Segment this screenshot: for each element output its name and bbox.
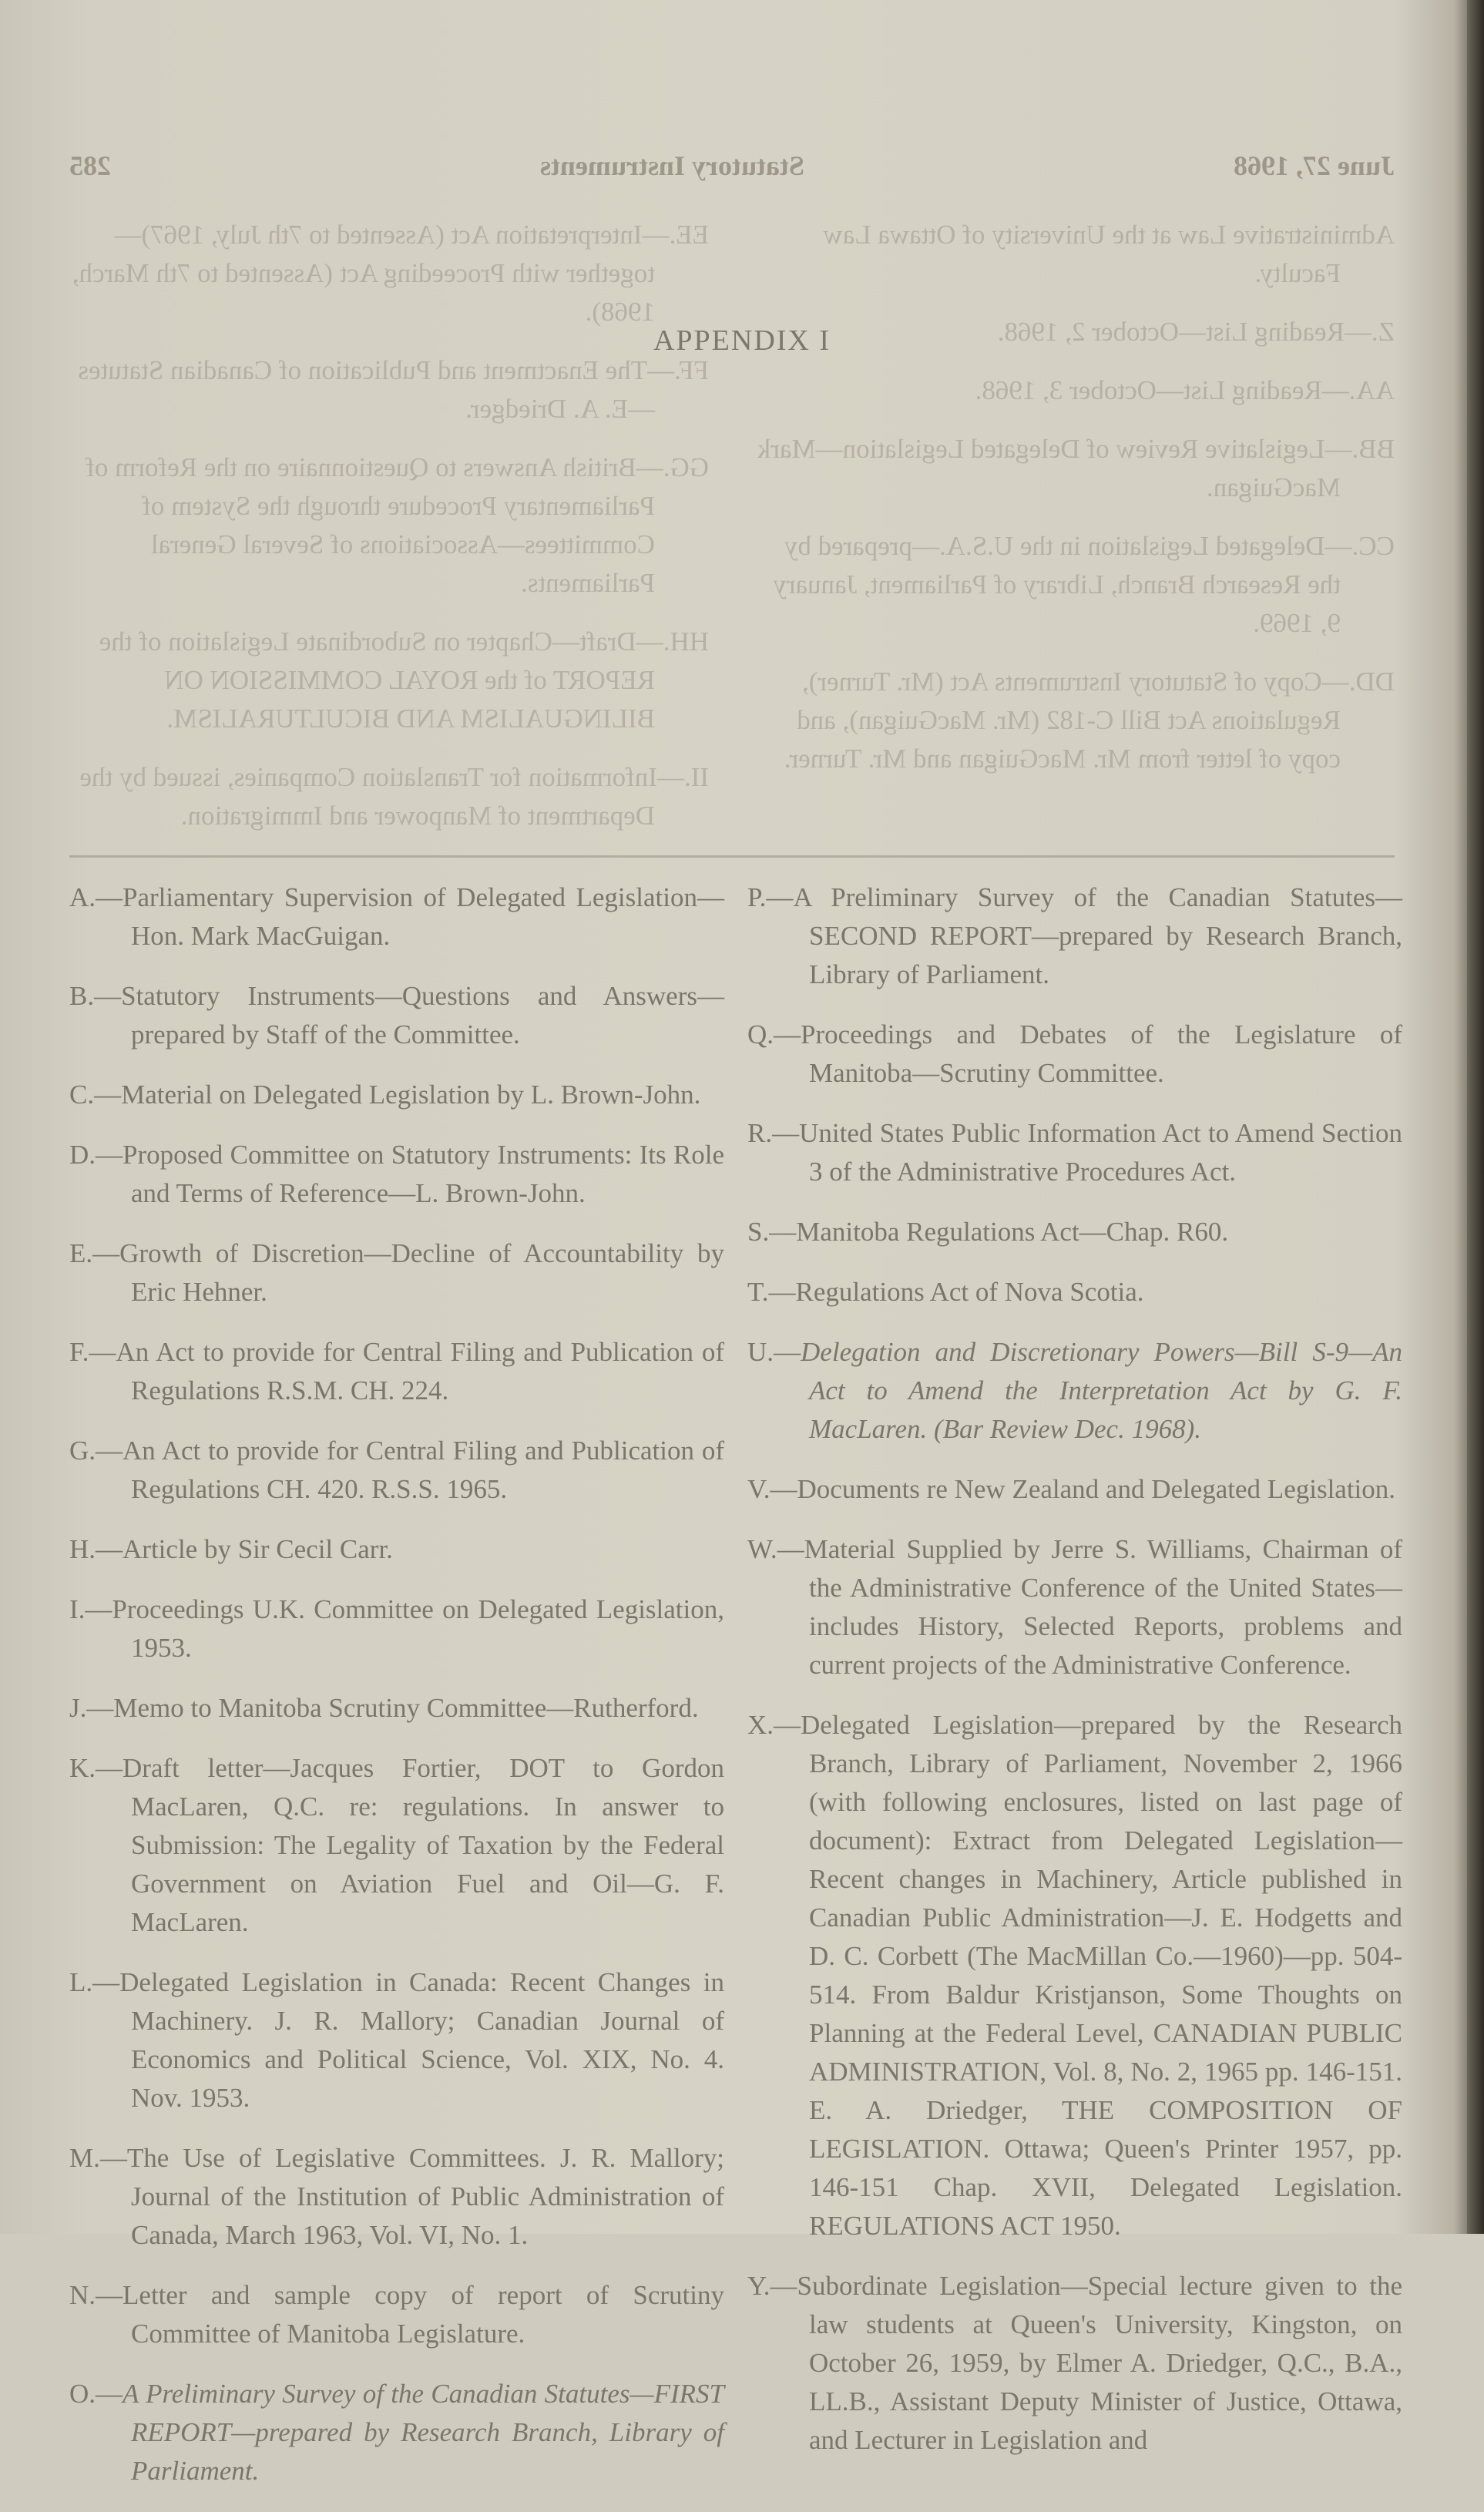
entry-text: An Act to provide for Central Filing and Publication of Regulations R.S.M. CH. 224. (116, 1337, 724, 1405)
bleed-running-head-page: 285 (69, 150, 112, 181)
bleed-entry: FF.—The Enactment and Publication of Canadian Statutes—E. A. Driedger. (78, 355, 709, 424)
bleed-entry: BB.—Legislative Review of Delegated Legislation—Mark MacGuigan. (757, 434, 1395, 502)
appendix-entry-a: A.—Parliamentary Supervision of Delegated Legislation—Hon. Mark MacGuigan. (69, 882, 724, 951)
appendix-entry-g: G.—An Act to provide for Central Filing and Publication of Regulations CH. 420. R.S.S. 1965. (69, 1436, 724, 1504)
entry-letter: Q. (747, 1019, 774, 1049)
entry-text: Delegated Legislation—prepared by the Research Branch, Library of Parliament, November 2, 1966 (with following enclosures, listed on last page of document): Extract from Delegated Legislation—Recent changes in Machinery, Article published in Canadian Public Administration—J. E. Hodgetts and D. C. Corbett (The MacMillan Co.—1960)—pp. 504-514. From Baldur Kristjanson, Some Thoughts on Planning at the Federal Level, CANADIAN PUBLIC ADMINISTRATION, Vol. 8, No. 2, 1965 pp. 146-151. E. A. Driedger, THE COMPOSITION OF LEGISLATION. Ottawa; Queen's Printer 1957, pp. 146-151 Chap. XVII, Delegated Legislation. REGULATIONS ACT 1950. (801, 1710, 1402, 2241)
entry-text: Material Supplied by Jerre S. Williams, Chairman of the Administrative Conference of the United States—includes History, Selected Reports, problems and current projects of the Administrative Conference. (804, 1534, 1402, 1680)
entry-letter: C. (69, 1080, 95, 1110)
appendix-entry-x: X.—Delegated Legislation—prepared by the Research Branch, Library of Parliament, November 2, 1966 (with following enclosures, listed on last page of document): Extract from Delegated Legislation—Recent changes in Machinery, Article published in Canadian Public Administration—J. E. Hodgetts and D. C. Corbett (The MacMillan Co.—1960)—pp. 504-514. From Baldur Kristjanson, Some Thoughts on Planning at the Federal Level, CANADIAN PUBLIC ADMINISTRATION, Vol. 8, No. 2, 1965 pp. 146-151. E. A. Driedger, THE COMPOSITION OF LEGISLATION. Ottawa; Queen's Printer 1957, pp. 146-151 Chap. XVII, Delegated Legislation. REGULATIONS ACT 1950. (747, 1710, 1402, 2241)
appendix-title: APPENDIX I (653, 324, 831, 357)
appendix-entry-o: O.—A Preliminary Survey of the Canadian Statutes—FIRST REPORT—prepared by Research Branch, Library of Parliament. (69, 2379, 724, 2486)
entry-text: Letter and sample copy of report of Scrutiny Committee of Manitoba Legislature. (123, 2280, 724, 2349)
right-column (747, 878, 1402, 2481)
bleed-entry: AA.—Reading List—October 3, 1968. (975, 375, 1395, 405)
entry-letter: I. (69, 1594, 86, 1624)
entry-letter: Y. (747, 2271, 771, 2301)
appendix-entry-f: F.—An Act to provide for Central Filing and Publication of Regulations R.S.M. CH. 224. (69, 1337, 724, 1405)
entry-text: United States Public Information Act to Amend Section 3 of the Administrative Procedures Act. (799, 1118, 1402, 1187)
bleed-entry: Z.—Reading List—October 2, 1968. (997, 317, 1395, 347)
bleed-running-head (69, 146, 1395, 185)
entry-letter: E. (69, 1238, 93, 1268)
bleed-entry: HH.—Draft—Chapter on Subordinate Legislation of the REPORT of the ROYAL COMMISSION ON BILINGUALISM AND BICULTURALISM. (99, 626, 709, 734)
entry-text: Statutory Instruments—Questions and Answers—prepared by Staff of the Committee. (121, 981, 724, 1049)
entry-letter: W. (747, 1534, 777, 1564)
bleed-entry: EE.—Interpretation Act (Assented to 7th July, 1967)—together with Proceeding Act (Assented to 7th March, 1968). (72, 220, 709, 327)
entry-text: Delegation and Discretionary Powers—Bill S-9—An Act to Amend the Interpretation Act by G. F. MacLaren. (Bar Review Dec. 1968). (801, 1337, 1402, 1444)
entry-text: Material on Delegated Legislation by L. Brown-John. (121, 1080, 701, 1110)
entry-text: Subordinate Legislation—Special lecture given to the law students at Queen's University, Kingston, on October 26, 1959, by Elmer A. Driedger, Q.C., B.A., LL.B., Assistant Deputy Minister of Justice, Ottawa, and Lecturer in Legislation and (797, 2271, 1402, 2455)
entry-letter: G. (69, 1436, 96, 1466)
entry-letter: T. (747, 1277, 769, 1307)
entry-letter: S. (747, 1217, 770, 1247)
appendix-entry-c: C.—Material on Delegated Legislation by L. Brown-John. (69, 1080, 701, 1110)
entry-text: Documents re New Zealand and Delegated Legislation. (797, 1474, 1396, 1504)
appendix-entry-h: H.—Article by Sir Cecil Carr. (69, 1534, 393, 1564)
entry-text: Manitoba Regulations Act—Chap. R60. (796, 1217, 1229, 1247)
appendix-entry-q: Q.—Proceedings and Debates of the Legislature of Manitoba—Scrutiny Committee. (747, 1019, 1402, 1088)
entry-text: The Use of Legislative Committees. J. R. Mallory; Journal of the Institution of Public Administration of Canada, March 1963, Vol. VI, No. 1. (126, 2143, 724, 2250)
entry-text: Delegated Legislation in Canada: Recent Changes in Machinery. J. R. Mallory; Canadian Journal of Economics and Political Science, Vol. XIX, No. 4. Nov. 1953. (119, 1967, 724, 2113)
appendix-entry-i: I.—Proceedings U.K. Committee on Delegated Legislation, 1953. (69, 1594, 724, 1663)
bleed-entry: II.—Information for Translation Companies, issued by the Department of Manpower and Immigration. (79, 762, 709, 831)
appendix-entry-v: V.—Documents re New Zealand and Delegated Legislation. (747, 1474, 1396, 1504)
bleed-entry: GG.—British Answers to Questionnaire on the Reform of Parliamentary Procedure through the System of Committees—Associations of Several General Parliaments. (86, 452, 709, 598)
entry-text: Proceedings and Debates of the Legislature of Manitoba—Scrutiny Committee. (801, 1019, 1402, 1088)
appendix-entry-k: K.—Draft letter—Jacques Fortier, DOT to Gordon MacLaren, Q.C. re: regulations. In answer to Submission: The Legality of Taxation by the Federal Government on Aviation Fuel and Oil—G. F. MacLaren. (69, 1753, 724, 1937)
entry-letter: R. (747, 1118, 773, 1148)
appendix-entry-j: J.—Memo to Manitoba Scrutiny Committee—Rutherford. (69, 1693, 699, 1723)
appendix-entry-e: E.—Growth of Discretion—Decline of Accountability by Eric Hehner. (69, 1238, 724, 1307)
book-spine-shadow (1467, 0, 1484, 2234)
appendix-entry-r: R.—United States Public Information Act to Amend Section 3 of the Administrative Procedures Act. (747, 1118, 1402, 1187)
entry-text: Parliamentary Supervision of Delegated Legislation—Hon. Mark MacGuigan. (123, 882, 724, 951)
bleed-entry: Administrative Law at the University of Ottawa Law Faculty. (823, 220, 1395, 288)
entry-text: A Preliminary Survey of the Canadian Statutes—SECOND REPORT—prepared by Research Branch, Library of Parliament. (793, 882, 1402, 989)
bleed-right-column (69, 216, 709, 855)
entry-letter: F. (69, 1337, 89, 1367)
entry-letter: D. (69, 1140, 96, 1170)
appendix-entry-y: Y.—Subordinate Legislation—Special lecture given to the law students at Queen's University, Kingston, on October 26, 1959, by Elmer A. Driedger, Q.C., B.A., LL.B., Assistant Deputy Minister of Justice, Ottawa, and Lecturer in Legislation and (747, 2271, 1402, 2455)
appendix-entry-l: L.—Delegated Legislation in Canada: Recent Changes in Machinery. J. R. Mallory; Canadian Journal of Economics and Political Science, Vol. XIX, No. 4. Nov. 1953. (69, 1967, 724, 2113)
entry-letter: U. (747, 1337, 774, 1367)
entry-text: Growth of Discretion—Decline of Accountability by Eric Hehner. (119, 1238, 724, 1307)
entry-letter: N. (69, 2280, 96, 2310)
bleed-left-column (755, 216, 1395, 798)
appendix-entry-b: B.—Statutory Instruments—Questions and Answers—prepared by Staff of the Committee. (69, 981, 724, 1049)
left-column (69, 878, 724, 2512)
entry-letter: O. (69, 2379, 96, 2409)
entry-letter: H. (69, 1534, 96, 1564)
appendix-entry-w: W.—Material Supplied by Jerre S. Williams, Chairman of the Administrative Conference of the United States—includes History, Selected Reports, problems and current projects of the Administrative Conference. (747, 1534, 1402, 1680)
entry-text: Draft letter—Jacques Fortier, DOT to Gordon MacLaren, Q.C. re: regulations. In answer to Submission: The Legality of Taxation by the Federal Government on Aviation Fuel and Oil—G. F. MacLaren. (123, 1753, 724, 1937)
entry-letter: B. (69, 981, 95, 1011)
appendix-entry-n: N.—Letter and sample copy of report of Scrutiny Committee of Manitoba Legislature. (69, 2280, 724, 2349)
entry-letter: M. (69, 2143, 100, 2173)
entry-letter: V. (747, 1474, 771, 1504)
entry-text: Proceedings U.K. Committee on Delegated Legislation, 1953. (112, 1594, 724, 1663)
divider-rule (69, 855, 1395, 858)
entry-letter: P. (747, 882, 767, 912)
entry-letter: J. (69, 1693, 87, 1723)
entry-text: Memo to Manitoba Scrutiny Committee—Rutherford. (113, 1693, 699, 1723)
bleed-entry: DD.—Copy of Statutory Instruments Act (Mr. Turner), Regulations Act Bill C-182 (Mr. MacGuigan), and copy of letter from Mr. MacGuigan and Mr. Turner. (784, 667, 1395, 774)
appendix-entry-m: M.—The Use of Legislative Committees. J. R. Mallory; Journal of the Institution of Public Administration of Canada, March 1963, Vol. VI, No. 1. (69, 2143, 724, 2250)
entry-text: Regulations Act of Nova Scotia. (795, 1277, 1144, 1307)
bleed-entry: CC.—Delegated Legislation in the U.S.A.—prepared by the Research Branch, Library of Parliament, January 9, 1969. (773, 531, 1395, 638)
entry-text: Article by Sir Cecil Carr. (123, 1534, 393, 1564)
bleed-through-text (69, 216, 1395, 863)
entry-letter: L. (69, 1967, 93, 1997)
entry-text: Proposed Committee on Statutory Instruments: Its Role and Terms of Reference—L. Brown-John. (123, 1140, 724, 1208)
appendix-entry-t: T.—Regulations Act of Nova Scotia. (747, 1277, 1144, 1307)
bleed-running-head-date: June 27, 1968 (1233, 150, 1395, 181)
entry-text: An Act to provide for Central Filing and Publication of Regulations CH. 420. R.S.S. 1965. (123, 1436, 724, 1504)
entry-letter: X. (747, 1710, 774, 1740)
entry-letter: K. (69, 1753, 96, 1783)
appendix-entry-p: P.—A Preliminary Survey of the Canadian Statutes—SECOND REPORT—prepared by Research Branch, Library of Parliament. (747, 882, 1402, 989)
appendix-entry-d: D.—Proposed Committee on Statutory Instruments: Its Role and Terms of Reference—L. Brown-John. (69, 1140, 724, 1208)
entry-letter: A. (69, 882, 96, 912)
entry-text: A Preliminary Survey of the Canadian Statutes—FIRST REPORT—prepared by Research Branch, Library of Parliament. (123, 2379, 724, 2486)
appendix-entry-u: U.—Delegation and Discretionary Powers—Bill S-9—An Act to Amend the Interpretation Act by G. F. MacLaren. (Bar Review Dec. 1968). (747, 1337, 1402, 1444)
bleed-running-head-title: Statutory Instruments (539, 150, 804, 181)
appendix-entry-s: S.—Manitoba Regulations Act—Chap. R60. (747, 1217, 1229, 1247)
